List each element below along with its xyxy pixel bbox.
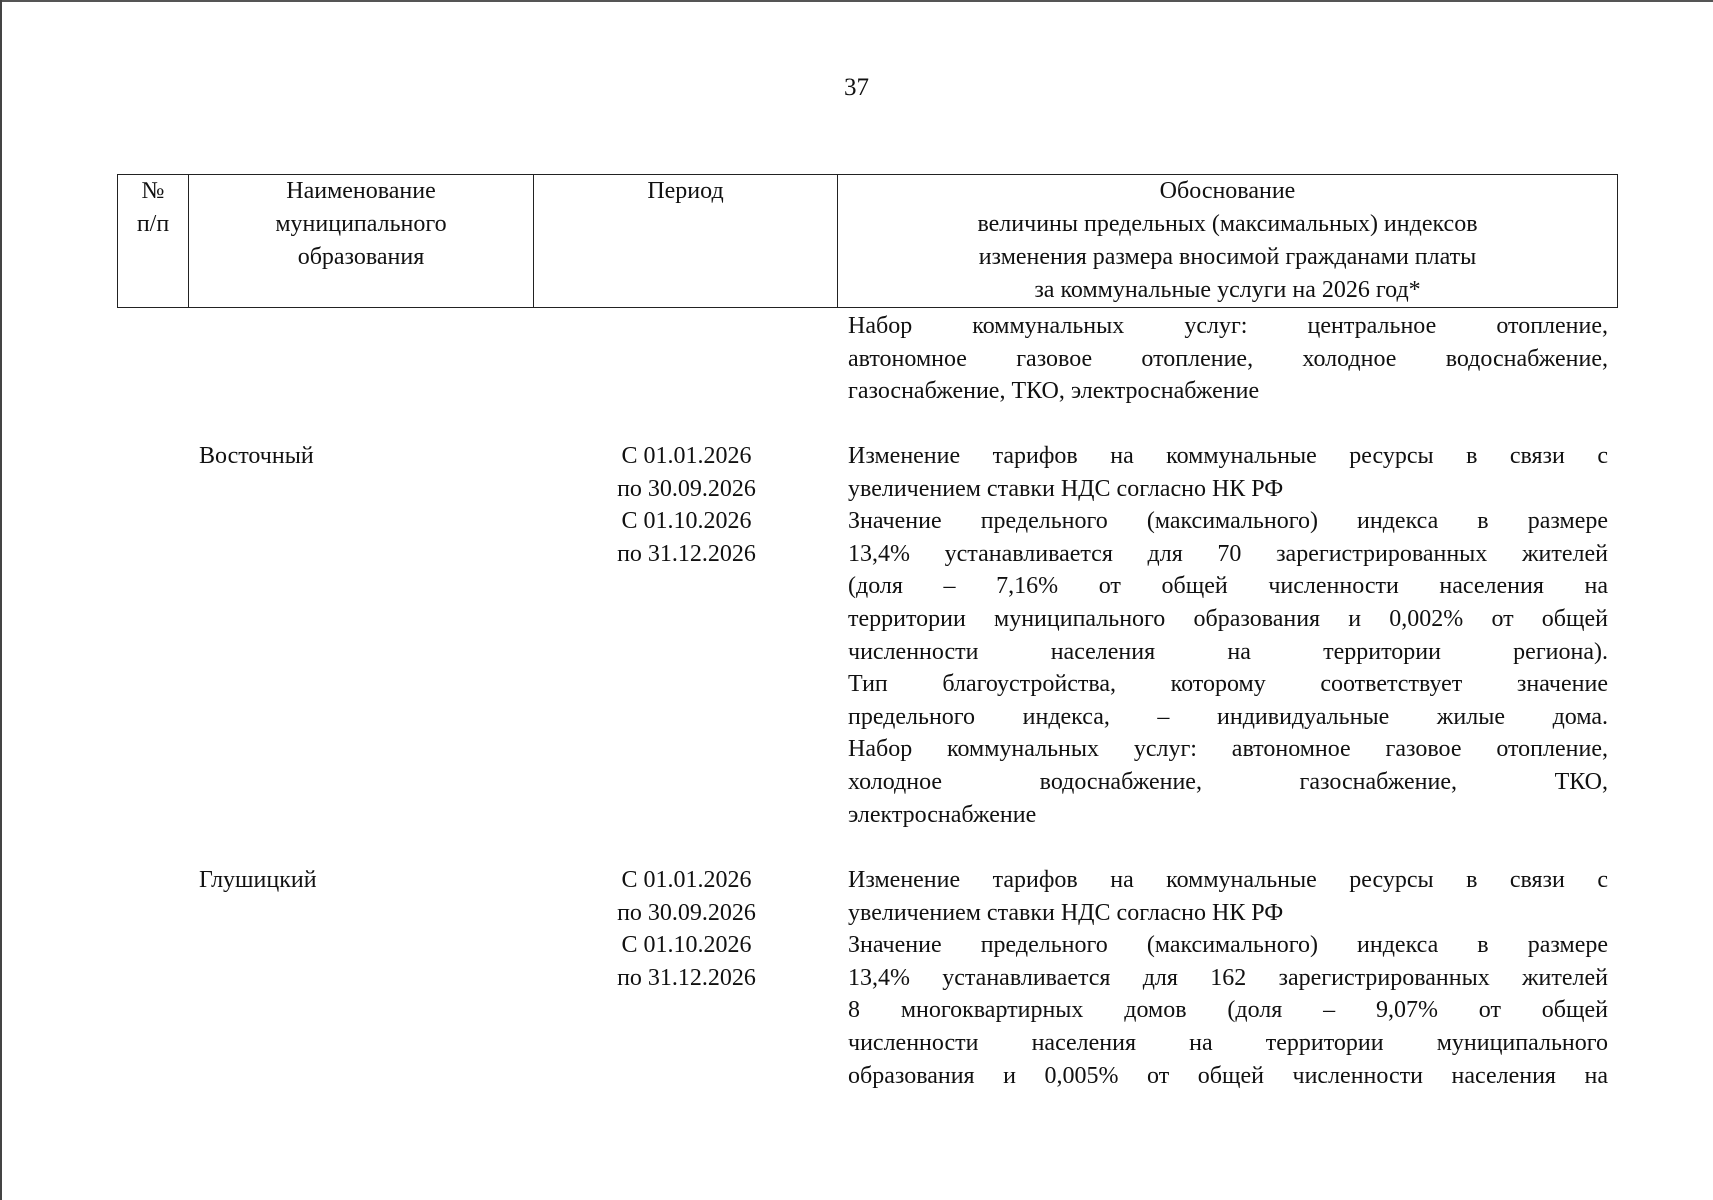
text-line: холодное водоснабжение, газоснабжение, ТКО, [848,768,1608,795]
text-line: Значение предельного (максимального) индекса в размере [848,932,1608,959]
text-line: 8 многоквартирных домов (доля – 9,07% от общей [848,997,1608,1024]
justification-cell [848,864,1608,1092]
text-line: увеличением ставки НДС согласно НК РФ [848,475,1284,502]
text-line: Набор коммунальных услуг: центральное отопление, [848,313,1608,339]
text-line: территории муниципального образования и 0,002% от общей [848,605,1608,632]
text-line: Изменение тарифов на коммунальные ресурсы в связи с [848,867,1608,893]
scan-border-top [0,0,1713,2]
text-line: автономное газовое отопление, холодное водоснабжение, [848,345,1608,372]
text-line: Изменение тарифов на коммунальные ресурсы в связи с [848,443,1608,469]
header-name-column: Наименование муниципального образования [189,175,534,308]
table-header [117,174,1618,308]
page-number: 37 [844,74,869,101]
header-justification-column: Обоснование величины предельных (максимальных) индексов изменения размера вносимой гражданами платы за коммунальные услуги на 2026 год* [838,175,1618,308]
scan-border-left [0,0,2,1200]
text-line: 13,4% устанавливается для 70 зарегистрированных жителей [848,540,1608,567]
period-cell: С 01.01.2026 по 30.09.2026 С 01.10.2026 по 31.12.2026 [617,443,756,567]
carryover-justification [848,310,1608,408]
header-number-column: № п/п [118,175,189,308]
text-line: образования и 0,005% от общей численности населения на [848,1062,1608,1089]
text-line: 13,4% устанавливается для 162 зарегистрированных жителей [848,964,1608,991]
text-line: Значение предельного (максимального) индекса в размере [848,508,1608,535]
text-line: электроснабжение [848,801,1037,828]
text-line: Тип благоустройства, которому соответствует значение [848,671,1608,698]
text-line: газоснабжение, ТКО, электроснабжение [848,378,1260,405]
text-line: увеличением ставки НДС согласно НК РФ [848,899,1284,926]
municipality-name: Восточный [199,443,314,469]
period-cell: С 01.01.2026 по 30.09.2026 С 01.10.2026 по 31.12.2026 [617,867,756,991]
text-line: численности населения на территории региона). [848,638,1608,665]
text-line: (доля – 7,16% от общей численности населения на [848,573,1608,600]
municipality-name: Глушицкий [199,867,317,893]
text-line: предельного индекса, – индивидуальные жилые дома. [848,703,1608,730]
text-line: численности населения на территории муниципального [848,1029,1608,1056]
text-line: Набор коммунальных услуг: автономное газовое отопление, [848,736,1608,763]
header-period-column: Период [534,175,838,308]
justification-cell [848,440,1608,831]
